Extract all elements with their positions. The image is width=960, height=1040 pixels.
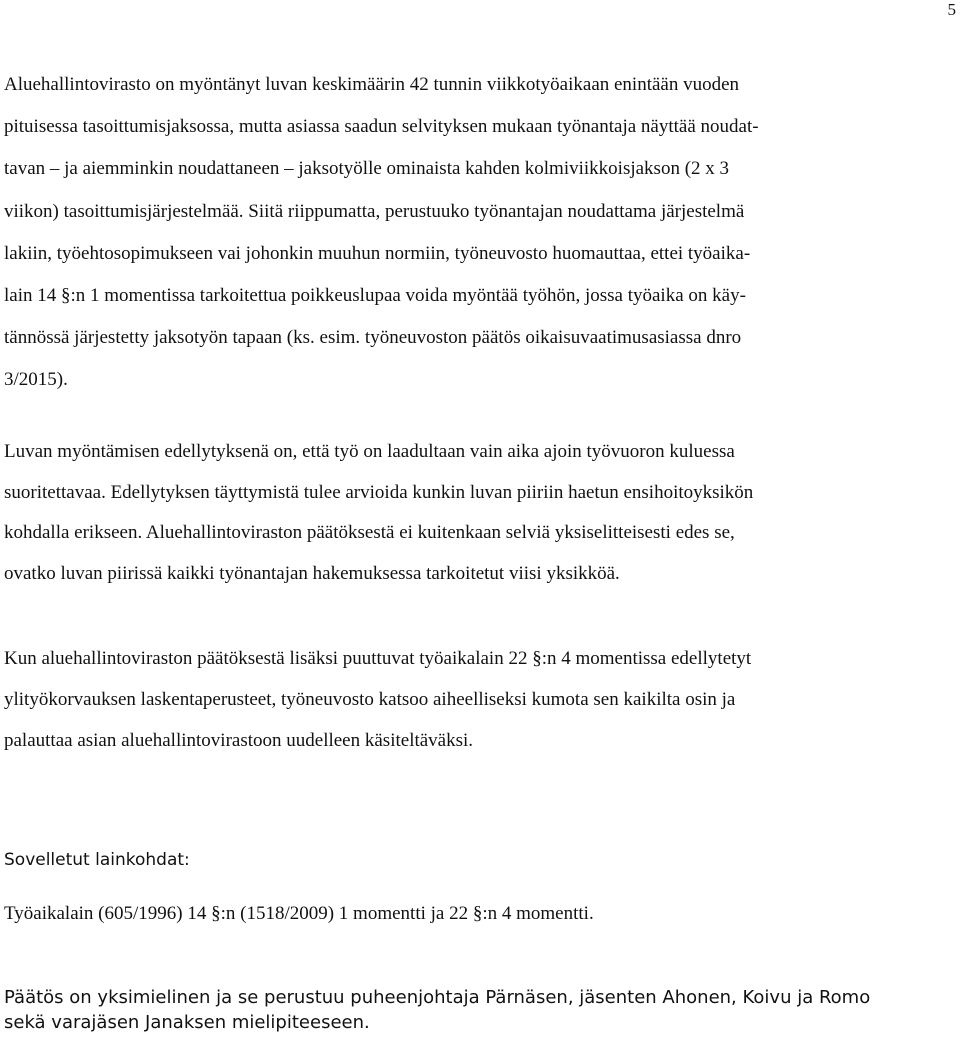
text-line: Aluehallintovirasto on myöntänyt luvan keskimäärin 42 tunnin viikkotyöaikaan enintään vuoden	[4, 74, 740, 95]
paragraph-permit-assessment	[4, 64, 948, 402]
text-line: Luvan myöntämisen edellytyksenä on, että työ on laadultaan vain aika ajoin työvuoron kuluessa	[4, 441, 735, 462]
paragraph-permit-conditions	[4, 432, 948, 594]
text-line: ylityökorvauksen laskentaperusteet, työneuvosto katsoo aiheelliseksi kumota sen kaikilta osin ja	[4, 689, 736, 710]
text-line: ovatko luvan piirissä kaikki työnantajan hakemuksessa tarkoitetut viisi yksikköä.	[4, 562, 620, 584]
text-line: 3/2015).	[4, 369, 68, 391]
text-line: palauttaa asian aluehallintovirastoon uudelleen käsiteltäväksi.	[4, 730, 474, 751]
page-number: 5	[947, 0, 956, 19]
text-line: viikon) tasoittumisjärjestelmää. Siitä riippumatta, perustuuko työnantajan noudattama järjestelmä	[4, 200, 745, 222]
text-line: sekä varajäsen Janaksen mielipiteeseen.	[4, 1012, 370, 1033]
text-line: Kun aluehallintoviraston päätöksestä lisäksi puuttuvat työaikalain 22 §:n 4 momentissa edellytetyt	[4, 648, 752, 669]
text-line: suoritettavaa. Edellytyksen täyttymistä tulee arvioida kunkin luvan piiriin haetun ensihoitoyksikön	[4, 481, 754, 503]
text-line: lakiin, työehtosopimukseen vai johonkin muuhun normiin, työneuvosto huomauttaa, ettei työaika-	[4, 242, 751, 264]
applied-provisions-text: Työaikalain (605/1996) 14 §:n (1518/2009) 1 momentti ja 22 §:n 4 momentti.	[4, 903, 594, 924]
text-line: tavan – ja aiemminkin noudattaneen – jaksotyölle ominaista kahden kolmiviikkoisjakson (2 x 3	[4, 158, 730, 180]
paragraph-decision-reversal	[4, 638, 948, 761]
applied-provisions-heading: Sovelletut lainkohdat:	[4, 850, 190, 870]
text-line: lain 14 §:n 1 momentissa tarkoitettua poikkeuslupaa voida myöntää työhön, jossa työaika on käy-	[4, 285, 746, 307]
text-line: tännössä järjestetty jaksotyön tapaan (ks. esim. työneuvoston päätös oikaisuvaatimusasiassa dnro	[4, 327, 742, 349]
text-line: kohdalla erikseen. Aluehallintoviraston päätöksestä ei kuitenkaan selviä yksiselitteisesti edes se,	[4, 522, 735, 544]
decision-note	[4, 985, 948, 1035]
text-line: Päätös on yksimielinen ja se perustuu puheenjohtaja Pärnäsen, jäsenten Ahonen, Koivu ja Romo	[4, 987, 871, 1008]
text-line: pituisessa tasoittumisjaksossa, mutta asiassa saadun selvityksen mukaan työnantaja näyttää noudat-	[4, 116, 759, 138]
